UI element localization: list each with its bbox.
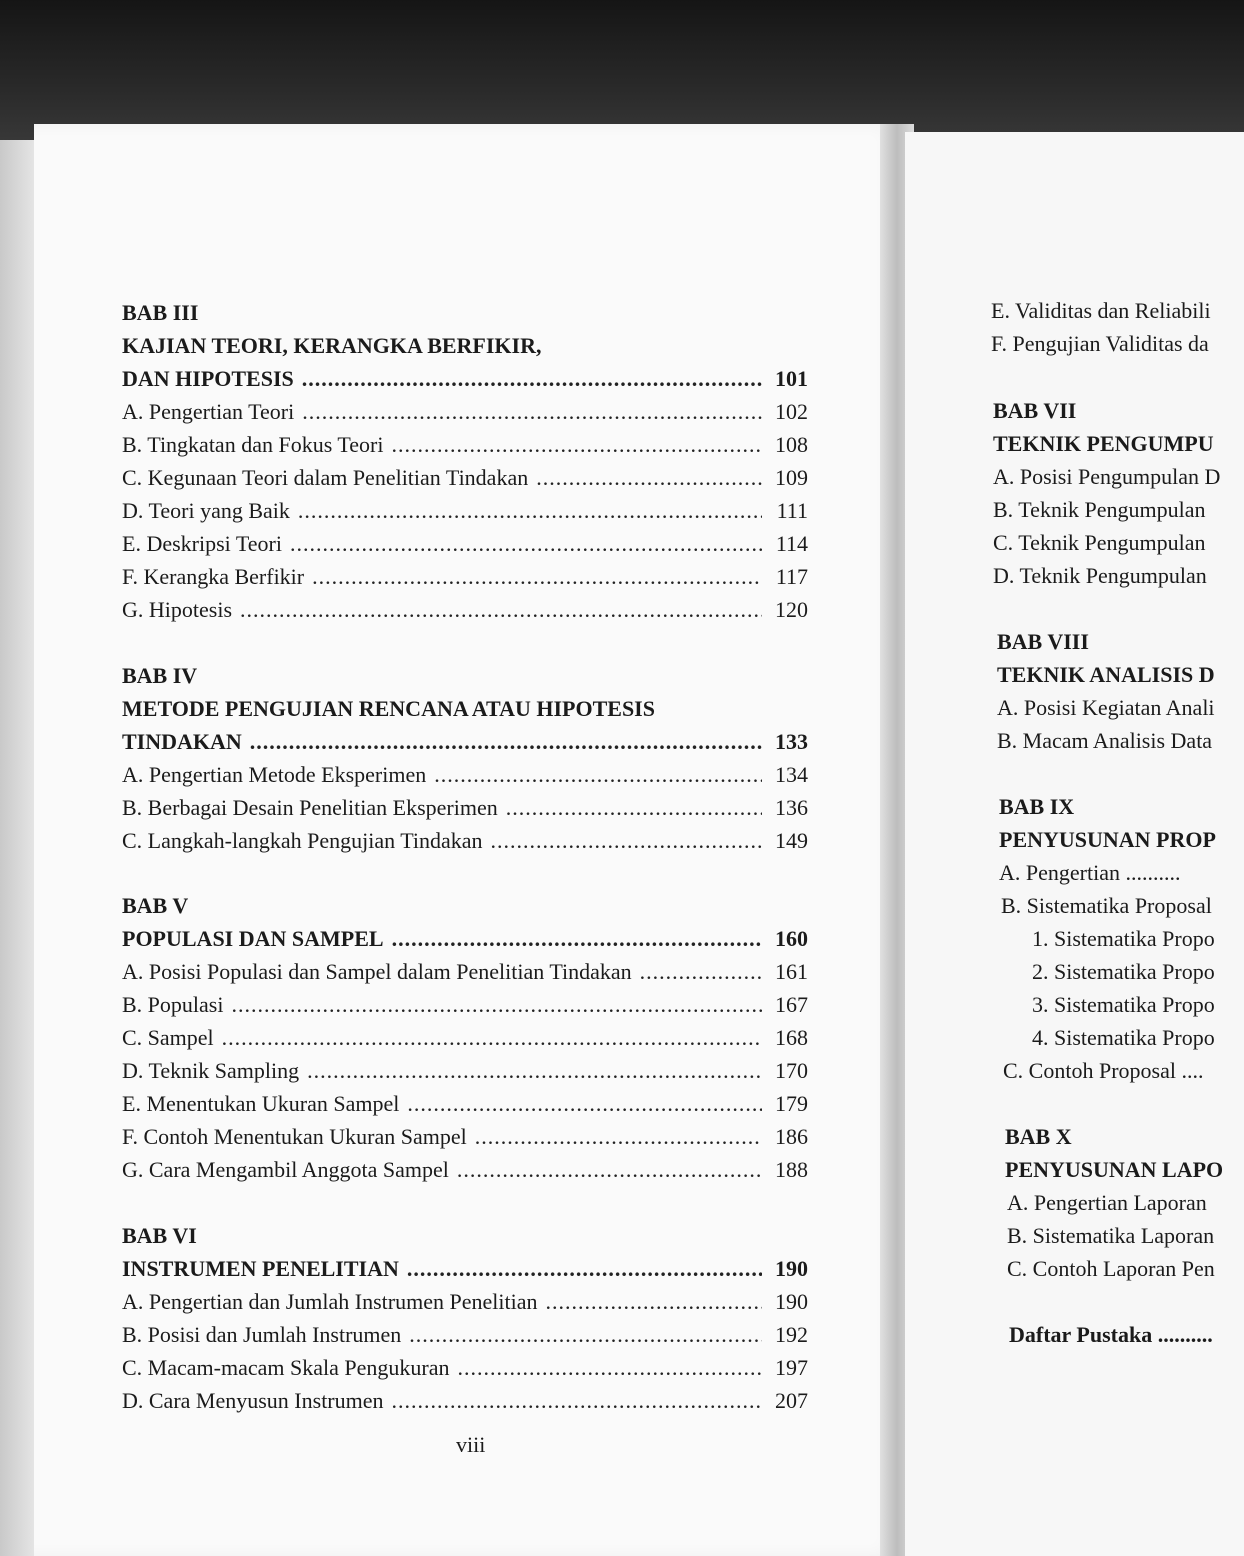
leader-dots bbox=[506, 793, 762, 823]
toc-item[interactable] bbox=[122, 1287, 808, 1317]
page-folio: viii bbox=[456, 1432, 486, 1457]
right-line[interactable]: B. Macam Analisis Data bbox=[997, 728, 1213, 753]
right-heading: PENYUSUNAN LAPO bbox=[1005, 1157, 1224, 1182]
right-line[interactable]: A. Pengertian Laporan bbox=[1007, 1190, 1207, 1215]
toc-item[interactable] bbox=[122, 1386, 808, 1416]
toc-label: E. Menentukan Ukuran Sampel bbox=[122, 1091, 400, 1116]
right-line[interactable]: C. Teknik Pengumpulan bbox=[993, 530, 1206, 555]
toc-item[interactable] bbox=[122, 529, 808, 559]
leader-dots bbox=[290, 529, 762, 559]
page-number: 101 bbox=[775, 366, 808, 391]
toc-item[interactable] bbox=[122, 463, 808, 493]
toc-label: A. Pengertian dan Jumlah Instrumen Penelitian bbox=[122, 1289, 538, 1314]
left-page bbox=[34, 124, 906, 1556]
bab5-heading: BAB V bbox=[122, 893, 189, 918]
bab4-heading: BAB IV bbox=[122, 663, 198, 688]
toc-label: E. Deskripsi Teori bbox=[122, 531, 282, 556]
leader-dots bbox=[240, 595, 762, 625]
right-line[interactable]: A. Posisi Kegiatan Anali bbox=[997, 695, 1215, 720]
toc-label: D. Cara Menyusun Instrumen bbox=[122, 1388, 384, 1413]
leader-dots bbox=[307, 1056, 762, 1086]
page-number: 190 bbox=[775, 1256, 808, 1281]
page-number: 186 bbox=[775, 1124, 808, 1149]
toc-label: A. Pengertian Teori bbox=[122, 399, 295, 424]
page-number: 207 bbox=[775, 1388, 808, 1413]
toc-item[interactable] bbox=[122, 1023, 808, 1053]
toc-item[interactable] bbox=[122, 826, 808, 856]
leader-dots bbox=[302, 397, 762, 427]
leader-dots bbox=[222, 1023, 762, 1053]
right-page bbox=[905, 132, 1244, 1556]
bab5-title-row[interactable] bbox=[122, 924, 808, 954]
bab4-title-line2: TINDAKAN bbox=[122, 729, 242, 754]
page-number: 102 bbox=[775, 399, 808, 424]
right-line[interactable]: C. Contoh Proposal .... bbox=[1003, 1058, 1204, 1083]
right-subline[interactable]: 4. Sistematika Propo bbox=[1032, 1025, 1215, 1050]
page-number: 179 bbox=[775, 1091, 808, 1116]
page-number: 197 bbox=[775, 1355, 808, 1380]
bab5-title: POPULASI DAN SAMPEL bbox=[122, 926, 384, 951]
right-line[interactable]: A. Posisi Pengumpulan D bbox=[993, 464, 1221, 489]
toc-label: D. Teknik Sampling bbox=[122, 1058, 300, 1083]
toc-item[interactable] bbox=[122, 430, 808, 460]
page-number: 134 bbox=[775, 762, 808, 787]
bab3-heading: BAB III bbox=[122, 300, 199, 325]
page-number: 149 bbox=[775, 828, 808, 853]
page-number: 136 bbox=[775, 795, 808, 820]
leader-dots bbox=[298, 496, 762, 526]
toc-label: G. Cara Mengambil Anggota Sampel bbox=[122, 1157, 449, 1182]
right-line[interactable]: C. Contoh Laporan Pen bbox=[1007, 1256, 1215, 1281]
right-subline[interactable]: 2. Sistematika Propo bbox=[1032, 959, 1215, 984]
leader-dots bbox=[434, 760, 762, 790]
toc-item[interactable] bbox=[122, 957, 808, 987]
toc-label: F. Contoh Menentukan Ukuran Sampel bbox=[122, 1124, 467, 1149]
right-heading: PENYUSUNAN PROP bbox=[999, 827, 1216, 852]
bab6-title-row[interactable] bbox=[122, 1254, 808, 1284]
leader-dots bbox=[457, 1353, 762, 1383]
bab6-heading: BAB VI bbox=[122, 1223, 197, 1248]
bab3-title-row[interactable] bbox=[122, 364, 808, 394]
leader-dots bbox=[302, 364, 762, 394]
leader-dots bbox=[407, 1089, 762, 1119]
bab6-title: INSTRUMEN PENELITIAN bbox=[122, 1256, 399, 1281]
leader-dots bbox=[457, 1155, 762, 1185]
toc-item[interactable] bbox=[122, 1155, 808, 1185]
leader-dots bbox=[231, 990, 762, 1020]
page-number: 161 bbox=[775, 959, 808, 984]
bab4-title: METODE PENGUJIAN RENCANA ATAU HIPOTESIS bbox=[122, 696, 655, 721]
right-line[interactable]: D. Teknik Pengumpulan bbox=[993, 563, 1207, 588]
leader-dots bbox=[475, 1122, 762, 1152]
leader-dots bbox=[391, 430, 762, 460]
leader-dots bbox=[312, 562, 762, 592]
page-number: 109 bbox=[775, 465, 808, 490]
toc-item[interactable] bbox=[122, 562, 808, 592]
toc-label: C. Macam-macam Skala Pengukuran bbox=[122, 1355, 450, 1380]
page-number: 133 bbox=[775, 729, 808, 754]
page-number: 120 bbox=[775, 597, 808, 622]
toc-item[interactable] bbox=[122, 760, 808, 790]
leader-dots bbox=[536, 463, 762, 493]
toc-label: B. Populasi bbox=[122, 992, 224, 1017]
leader-dots bbox=[392, 924, 762, 954]
leader-dots bbox=[250, 727, 762, 757]
toc-label: C. Langkah-langkah Pengujian Tindakan bbox=[122, 828, 483, 853]
toc-item[interactable] bbox=[122, 397, 808, 427]
page-number: 190 bbox=[775, 1289, 808, 1314]
page-number: 168 bbox=[775, 1025, 808, 1050]
right-heading: BAB VIII bbox=[997, 629, 1089, 654]
page-number: 117 bbox=[775, 564, 808, 589]
leader-dots bbox=[407, 1254, 762, 1284]
right-line[interactable]: Daftar Pustaka .......... bbox=[1009, 1322, 1213, 1347]
toc-item[interactable] bbox=[122, 1056, 808, 1086]
toc-item[interactable] bbox=[122, 793, 808, 823]
toc-label: G. Hipotesis bbox=[122, 597, 232, 622]
right-heading: BAB IX bbox=[999, 794, 1075, 819]
toc-label: C. Kegunaan Teori dalam Penelitian Tindakan bbox=[122, 465, 529, 490]
toc-item[interactable] bbox=[122, 1122, 808, 1152]
leader-dots bbox=[545, 1287, 762, 1317]
bab3-title-line2: DAN HIPOTESIS bbox=[122, 366, 294, 391]
page-number: 108 bbox=[775, 432, 808, 457]
page-number: 170 bbox=[775, 1058, 808, 1083]
right-line[interactable]: A. Pengertian .......... bbox=[999, 860, 1181, 885]
right-heading: BAB VII bbox=[993, 398, 1077, 423]
bab4-title-row[interactable] bbox=[122, 727, 808, 757]
toc-label: F. Kerangka Berfikir bbox=[122, 564, 305, 589]
toc-item[interactable] bbox=[122, 496, 808, 526]
right-subline[interactable]: 3. Sistematika Propo bbox=[1032, 992, 1215, 1017]
toc-label: C. Sampel bbox=[122, 1025, 214, 1050]
page-number: 111 bbox=[776, 498, 808, 523]
page-number: 188 bbox=[775, 1157, 808, 1182]
page-number: 192 bbox=[775, 1322, 808, 1347]
toc-label: B. Tingkatan dan Fokus Teori bbox=[122, 432, 384, 457]
page-number: 114 bbox=[775, 531, 808, 556]
toc-label: A. Pengertian Metode Eksperimen bbox=[122, 762, 427, 787]
toc-item[interactable] bbox=[122, 1353, 808, 1383]
bab3-title: KAJIAN TEORI, KERANGKA BERFIKIR, bbox=[122, 333, 542, 358]
right-line[interactable]: F. Pengujian Validitas da bbox=[991, 331, 1209, 356]
toc-item[interactable] bbox=[122, 1320, 808, 1350]
right-heading: TEKNIK PENGUMPU bbox=[993, 431, 1214, 456]
toc-item[interactable] bbox=[122, 1089, 808, 1119]
leader-dots bbox=[491, 826, 762, 856]
leader-dots bbox=[392, 1386, 762, 1416]
toc-label: D. Teori yang Baik bbox=[122, 498, 290, 523]
right-line[interactable]: B. Sistematika Laporan bbox=[1007, 1223, 1215, 1248]
page-number: 160 bbox=[775, 926, 808, 951]
toc-label: B. Berbagai Desain Penelitian Eksperimen bbox=[122, 795, 498, 820]
right-line[interactable]: B. Sistematika Proposal bbox=[1001, 893, 1212, 918]
right-subline[interactable]: 1. Sistematika Propo bbox=[1032, 926, 1215, 951]
page-number: 167 bbox=[775, 992, 808, 1017]
right-line[interactable]: E. Validitas dan Reliabili bbox=[991, 298, 1211, 323]
toc-label: A. Posisi Populasi dan Sampel dalam Penelitian Tindakan bbox=[122, 959, 632, 984]
leader-dots bbox=[409, 1320, 762, 1350]
right-heading: BAB X bbox=[1005, 1124, 1072, 1149]
toc-item[interactable] bbox=[122, 990, 808, 1020]
toc-label: B. Posisi dan Jumlah Instrumen bbox=[122, 1322, 402, 1347]
toc-item[interactable] bbox=[122, 595, 808, 625]
right-line[interactable]: B. Teknik Pengumpulan bbox=[993, 497, 1206, 522]
right-heading: TEKNIK ANALISIS D bbox=[997, 662, 1215, 687]
leader-dots bbox=[640, 957, 762, 987]
